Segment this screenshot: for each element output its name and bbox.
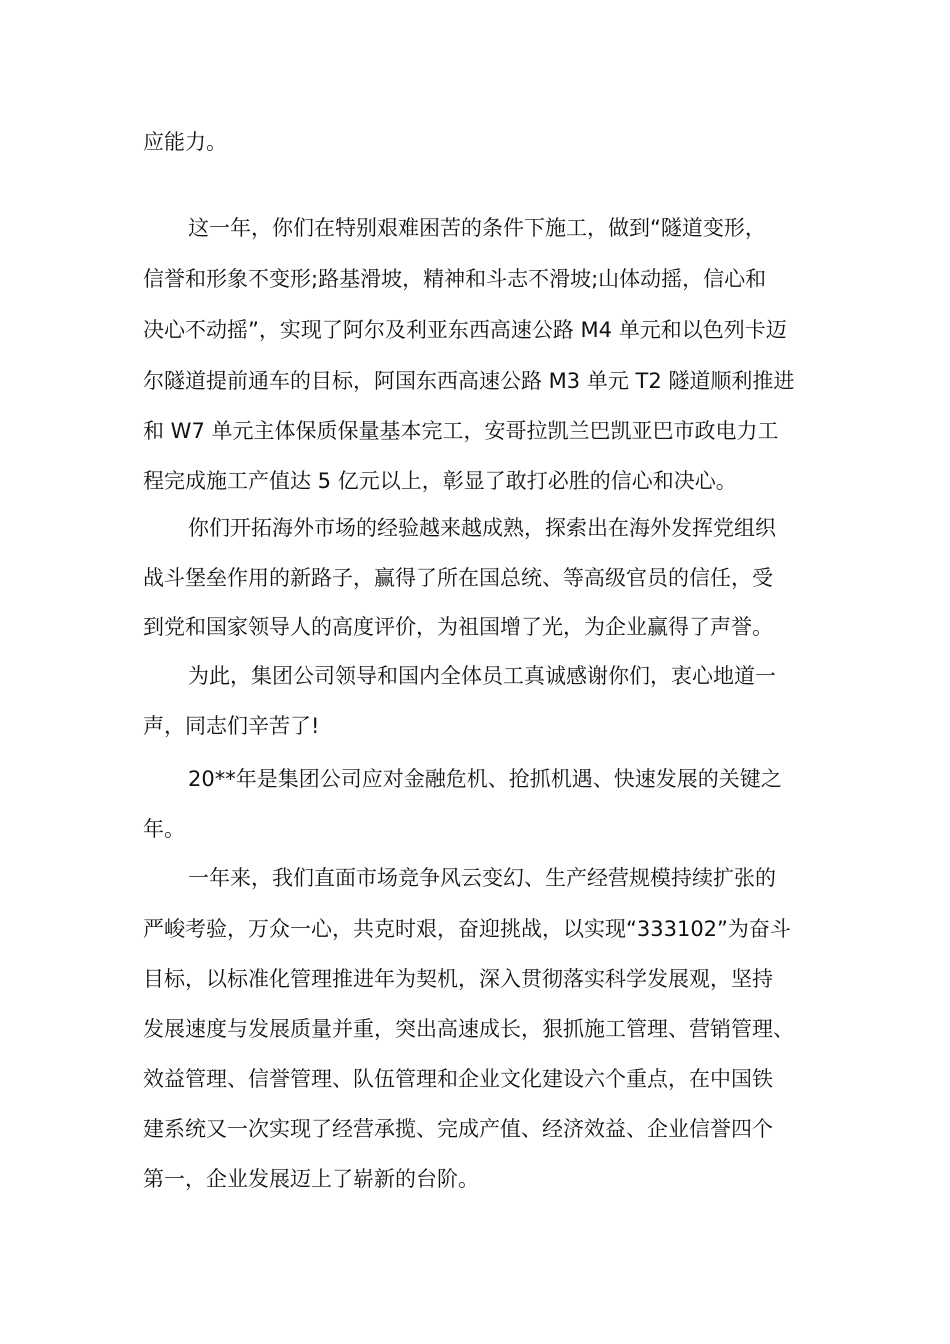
text-line: 决心不动摇”，实现了阿尔及利亚东西高速公路 M4 单元和以色列卡迈 [143,318,787,342]
text-line: 第一，企业发展迈上了崭新的台阶。 [143,1167,479,1191]
text-line: 和 W7 单元主体保质保量基本完工，安哥拉凯兰巴凯亚巴市政电力工 [143,419,779,443]
text-line: 年。 [143,817,185,841]
text-line: 程完成施工产值达 5 亿元以上，彰显了敢打必胜的信心和决心。 [143,469,737,493]
text-line: 到党和国家领导人的高度评价，为祖国增了光，为企业赢得了声誉。 [143,615,773,639]
text-line: 这一年，你们在特别艰难困苦的条件下施工，做到“隧道变形， [188,216,766,240]
text-line: 一年来，我们直面市场竞争风云变幻、生产经营规模持续扩张的 [188,866,776,890]
text-line: 建系统又一次实现了经营承揽、完成产值、经济效益、企业信誉四个 [143,1117,773,1141]
text-line: 为此，集团公司领导和国内全体员工真诚感谢你们，衷心地道一 [188,664,776,688]
text-line: 尔隧道提前通车的目标，阿国东西高速公路 M3 单元 T2 隧道顺利推进 [143,369,795,393]
text-line: 发展速度与发展质量并重，突出高速成长，狠抓施工管理、营销管理、 [143,1017,794,1041]
text-line: 信誉和形象不变形;路基滑坡，精神和斗志不滑坡;山体动摇，信心和 [143,267,767,291]
text-line: 应能力。 [143,130,227,154]
text-line: 效益管理、信誉管理、队伍管理和企业文化建设六个重点，在中国铁 [143,1067,773,1091]
text-line: 战斗堡垒作用的新路子，赢得了所在国总统、等高级官员的信任，受 [143,566,773,590]
text-line: 20**年是集团公司应对金融危机、抢抓机遇、快速发展的关键之 [188,767,782,791]
text-line: 严峻考验，万众一心，共克时艰，奋迎挑战，以实现“333102”为奋斗 [143,917,791,941]
text-line: 你们开拓海外市场的经验越来越成熟，探索出在海外发挥党组织 [188,516,776,540]
text-line: 目标，以标准化管理推进年为契机，深入贯彻落实科学发展观，坚持 [143,967,773,991]
text-line: 声，同志们辛苦了! [143,714,320,738]
